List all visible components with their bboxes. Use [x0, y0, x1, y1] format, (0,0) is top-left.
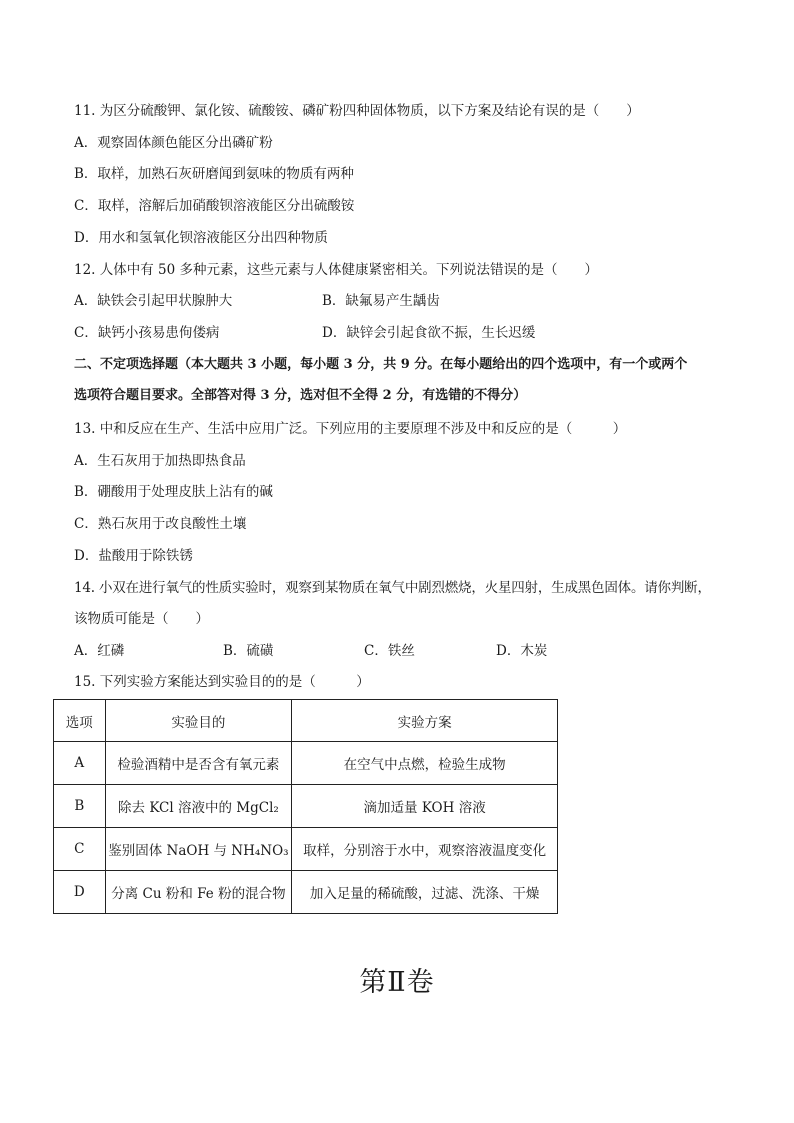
table-cell: 鉴别固体 NaOH 与 NH₄NO₃	[105, 828, 292, 871]
volume-title: 第Ⅱ卷	[359, 967, 435, 998]
q13-option-d: D．盐酸用于除铁锈	[74, 548, 193, 564]
q12-option-d: D．缺锌会引起食欲不振，生长迟缓	[322, 325, 536, 341]
table-cell: B	[54, 785, 106, 828]
table-cell: 滴加适量 KOH 溶液	[292, 785, 558, 828]
q14-option-a: A．红磷	[74, 643, 125, 659]
q12-option-b: B．缺氟易产生龋齿	[322, 293, 440, 309]
q11-stem: 11. 为区分硫酸钾、氯化铵、硫酸铵、磷矿粉四种固体物质，以下方案及结论有误的是（ ）	[74, 103, 640, 119]
table-header-cell: 实验方案	[292, 700, 558, 742]
table-row	[54, 742, 558, 785]
q13-stem: 13. 中和反应在生产、生活中应用广泛。下列应用的主要原理不涉及中和反应的是（ ）	[74, 421, 627, 437]
q15-table	[53, 699, 558, 914]
q14-stem-line2: 该物质可能是（ ）	[74, 611, 209, 627]
q13-option-c: C．熟石灰用于改良酸性土壤	[74, 516, 247, 532]
table-row	[54, 828, 558, 871]
section2-instructions-line1: 二、不定项选择题（本大题共 3 小题，每小题 3 分，共 9 分。在每小题给出的四个选项中，有一个或两个	[74, 357, 688, 372]
table-cell: 取样，分别溶于水中，观察溶液温度变化	[292, 828, 558, 871]
table-cell: 在空气中点燃，检验生成物	[292, 742, 558, 785]
q11-option-a: A．观察固体颜色能区分出磷矿粉	[74, 135, 273, 151]
q15-stem: 15. 下列实验方案能达到实验目的的是（ ）	[74, 674, 370, 690]
q14-option-c: C．铁丝	[364, 643, 415, 659]
table-header-row	[54, 700, 558, 742]
table-row	[54, 871, 558, 914]
q14-stem-line1: 14. 小双在进行氧气的性质实验时，观察到某物质在氧气中剧烈燃烧，火星四射，生成黑色固体。请你判断，	[74, 580, 711, 596]
q13-option-b: B．硼酸用于处理皮肤上沾有的碱	[74, 484, 273, 500]
table-header-cell: 实验目的	[105, 700, 292, 742]
table-cell: 除去 KCl 溶液中的 MgCl₂	[105, 785, 292, 828]
table-header-cell: 选项	[54, 700, 106, 742]
table-cell: 加入足量的稀硫酸，过滤、洗涤、干燥	[292, 871, 558, 914]
table-cell: C	[54, 828, 106, 871]
q14-option-d: D．木炭	[496, 643, 548, 659]
table-cell: D	[54, 871, 106, 914]
table-cell: A	[54, 742, 106, 785]
q12-option-a: A．缺铁会引起甲状腺肿大	[74, 293, 233, 309]
q11-option-b: B．取样，加熟石灰研磨闻到氨味的物质有两种	[74, 166, 354, 182]
q13-option-a: A．生石灰用于加热即热食品	[74, 453, 246, 469]
q11-option-c: C．取样，溶解后加硝酸钡溶液能区分出硫酸铵	[74, 198, 355, 214]
table-cell: 检验酒精中是否含有氧元素	[105, 742, 292, 785]
table-row	[54, 785, 558, 828]
q14-option-b: B．硫磺	[223, 643, 274, 659]
q12-option-c: C．缺钙小孩易患佝偻病	[74, 325, 220, 341]
section2-instructions-line2: 选项符合题目要求。全部答对得 3 分，选对但不全得 2 分，有选错的不得分）	[74, 388, 527, 403]
q11-option-d: D．用水和氢氧化钡溶液能区分出四种物质	[74, 230, 328, 246]
table-cell: 分离 Cu 粉和 Fe 粉的混合物	[105, 871, 292, 914]
q12-stem: 12. 人体中有 50 多种元素，这些元素与人体健康紧密相关。下列说法错误的是（ ）	[74, 262, 599, 278]
